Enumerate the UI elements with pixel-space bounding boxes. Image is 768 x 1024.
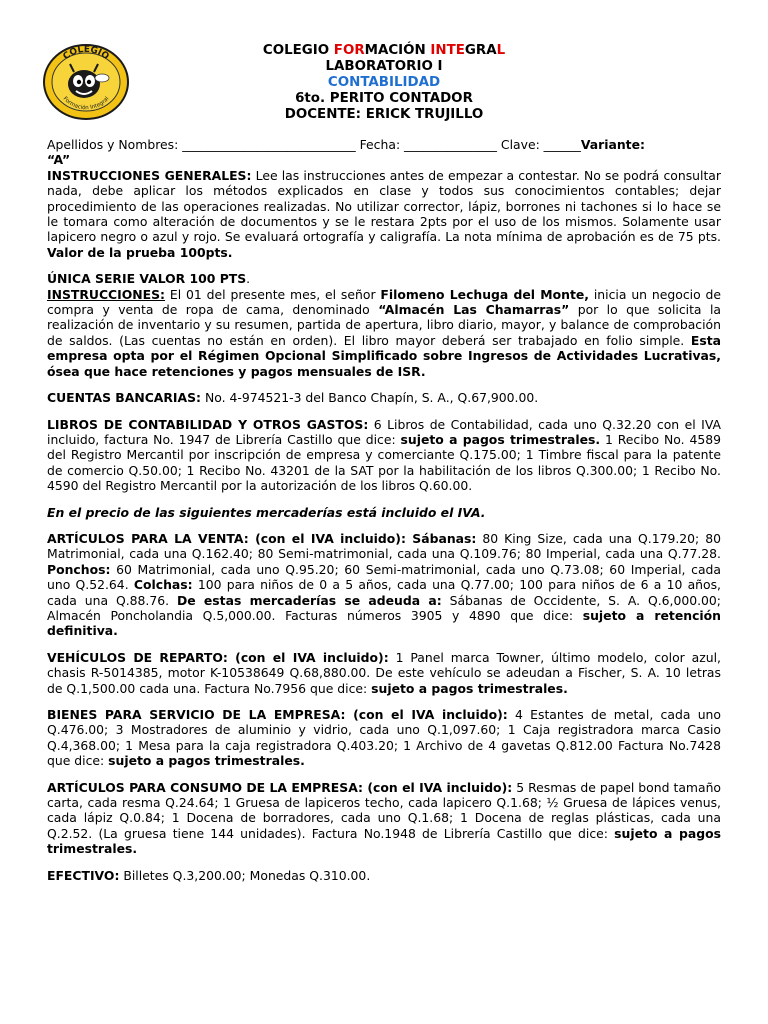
delivery-vehicles: VEHÍCULOS DE REPARTO: (con el IVA incluido): 1 Panel marca Towner, último modelo, color azul, chasis R-5014385, motor K-10538649 Q.68,880.00. De este vehículo se adeudan a Fischer, S. A. 10 letras de Q.1,500.00 cada una. Factura No.7956 que dice: sujeto a pagos trimestrales.	[47, 649, 721, 696]
school-logo	[42, 40, 130, 120]
articles-for-sale: ARTÍCULOS PARA LA VENTA: (con el IVA incluido): Sábanas: 80 King Size, cada una Q.179.20; 80 Matrimonial, cada una Q.162.40; 80 Semi-matrimonial, cada una Q.109.76; 80 Imperial, cada una Q.77.28. Ponchos: 60 Matrimonial, cada uno Q.95.20; 60 Semi-matrimonial, cada uno Q.73.08; 60 Imperial, cada uno Q.52.64. Colchas: 100 para niños de 0 a 5 años, cada una Q.77.00; 100 para niños de 6 a 10 años, cada una Q.88.76. De estas mercaderías se adeuda a: Sábanas de Occidente, S. A. Q.6,000.00; Almacén Poncholandia Q.5,000.00. Facturas números 3905 y 4890 que dice: sujeto a retención definitiva.	[47, 530, 722, 639]
company-assets: BIENES PARA SERVICIO DE LA EMPRESA: (con el IVA incluido): 4 Estantes de metal, cada uno Q.476.00; 3 Mostradores de aluminio y vidrio, cada uno Q.1,097.60; 1 Caja registradora marca Casio Q.4,368.00; 1 Mesa para la caja registradora Q.403.20; 1 Archivo de 4 gavetas Q.812.00 Factura No.7428 que dice: sujeto a pagos trimestrales.	[47, 707, 721, 769]
logo-text: COLEGIO	[61, 44, 111, 63]
general-instructions: INSTRUCCIONES GENERALES: Lee las instrucciones antes de empezar a contestar. No se podrá consultar nada, debe aplicar los métodos explicados en clase y todos sus conocimientos contables; dejar procedimiento de las operaciones realizadas. No utilizar corrector, lápiz, borrones ni tachones si lo hace se le tomara como alteración de documentos y se le restara 2pts por el uso de los mismos. Solamente usar lapicero negro o azul y rojo. Se evaluará ortografía y caligrafía. La nota mínima de aprobación es de 75 pts. Valor de la prueba 100pts.	[47, 167, 721, 260]
teacher-title: DOCENTE: ERICK TRUJILLO	[284, 107, 484, 122]
student-info-line: Apellidos y Nombres: ____________________________ Fecha: _______________ Clave: ______Variante: “A”	[47, 137, 645, 168]
exam-header	[150, 43, 618, 123]
exam-body	[47, 137, 721, 894]
series-title: ÚNICA SERIE VALOR 100 PTS.	[47, 271, 251, 287]
logo-subtext: Formación Integral	[61, 95, 111, 112]
subject-title: CONTABILIDAD	[327, 75, 441, 90]
school-name: COLEGIO FORMACIÓN INTEGRAL	[262, 43, 506, 58]
cash: EFECTIVO: Billetes Q.3,200.00; Monedas Q.310.00.	[47, 867, 371, 883]
lab-title: LABORATORIO I	[325, 59, 443, 74]
books-expenses: LIBROS DE CONTABILIDAD Y OTROS GASTOS: 6 Libros de Contabilidad, cada uno Q.32.20 con el IVA incluido, factura No. 1947 de Librería Castillo que dice: sujeto a pagos trimestrales. 1 Recibo No. 4589 del Registro Mercantil por inscripción de empresa y comerciante Q.175.00; 1 Timbre fiscal para la patente de comercio Q.50.00; 1 Recibo No. 43201 de la SAT por la habilitación de los libros Q.300.00; 1 Recibo No. 4590 del Registro Mercantil por la autorización de los libros Q.60.00.	[47, 416, 721, 494]
grade-title: 6to. PERITO CONTADOR	[295, 91, 473, 106]
series-instructions: INSTRUCCIONES: El 01 del presente mes, el señor Filomeno Lechuga del Monte, inicia un negocio de compra y venta de ropa de cama, denominado “Almacén Las Chamarras” por lo que solicita la realización de inventario y su resumen, partida de apertura, libro diario, mayor, y balance de comprobación de saldos. (Las cuentas no están en orden). El libro mayor deberá ser trabajado en folio simple. Esta empresa opta por el Régimen Opcional Simplificado sobre Ingresos de Actividades Lucrativas, ósea que hace retenciones y pagos mensuales de ISR.	[47, 286, 722, 379]
consumption-supplies: ARTÍCULOS PARA CONSUMO DE LA EMPRESA: (con el IVA incluido): 5 Resmas de papel bond tamaño carta, cada resma Q.24.64; 1 Gruesa de lapiceros techo, cada lapicero Q.1.68; ½ Gruesa de lápices venus, cada lápiz Q.0.84; 1 Docena de borradores, cada uno Q.1.68; 1 Docena de reglas plásticas, cada una Q.2.52. (La gruesa tiene 144 unidades). Factura No.1948 de Librería Castillo que dice: sujeto a pagos trimestrales.	[47, 779, 722, 857]
bank-accounts: CUENTAS BANCARIAS: No. 4-974521-3 del Banco Chapín, S. A., Q.67,900.00.	[47, 390, 539, 406]
iva-note: En el precio de las siguientes mercaderías está incluido el IVA.	[47, 504, 486, 520]
